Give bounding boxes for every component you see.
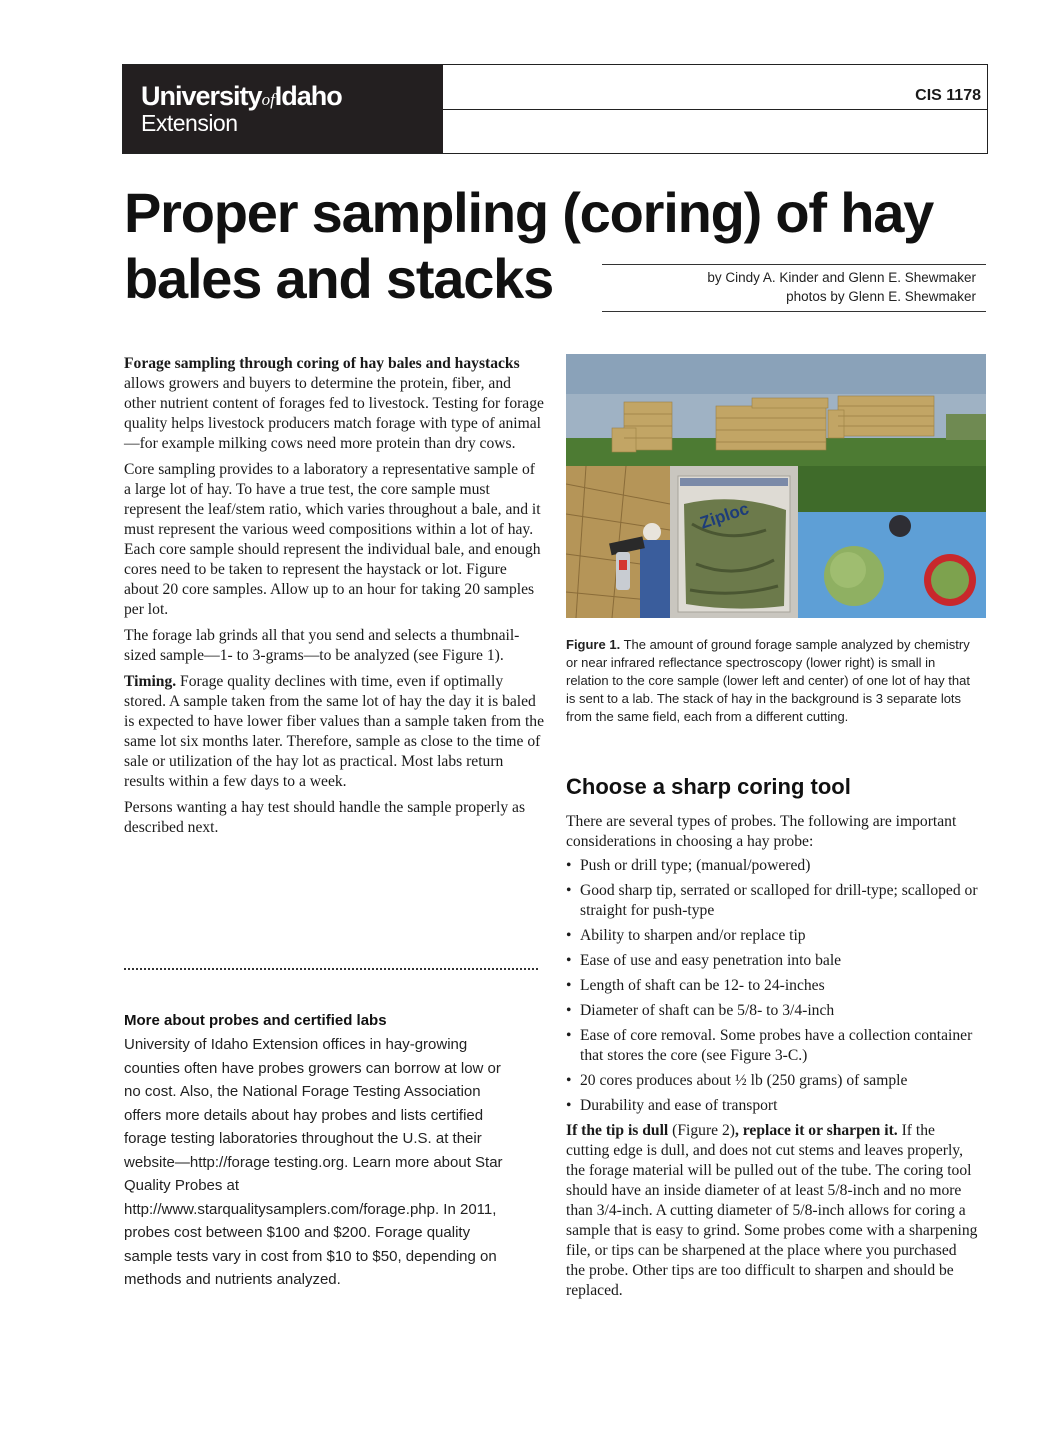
probe-intro: There are several types of probes. The following are important considerations in choosing a hay probe: (566, 813, 957, 850)
byline (602, 264, 986, 312)
photo-collage (566, 354, 986, 618)
list-item: • Push or drill type; (manual/powered) (566, 856, 978, 876)
list-item: • Length of shaft can be 12- to 24-inches (566, 976, 978, 996)
figure-1-caption: Figure 1. The amount of ground forage sample analyzed by chemistry or near infrared reflectance spectroscopy (lower right) is small in relation to the core sample (lower left and center) of one lot of hay that is sent to a lab. The stack of hay in the background is 3 separate lots from the same field, each from a different cutting. (566, 637, 970, 724)
coring-tool-heading: Choose a sharp coring tool (566, 774, 851, 799)
masthead (122, 64, 988, 154)
list-item: • Ease of core removal. Some probes have a collection container that stores the core (see Figure 3-C.) (566, 1026, 978, 1066)
lab-grind-paragraph: The forage lab grinds all that you send and selects a thumbnail-sized sample—1- to 3-grams—to be analyzed (see Figure 1). (124, 627, 520, 664)
list-item: • 20 cores produces about ½ lb (250 grams) of sample (566, 1071, 978, 1091)
page-title: Proper sampling (coring) of hay bales and stacks (124, 181, 934, 310)
dull-tip-paragraph: If the tip is dull (Figure 2), replace it or sharpen it. If the cutting edge is dull, and does not cut stems and leaves properly, the forage material will be pulled out of the tube. The coring tool should have an inside diameter of at least 5/8-inch and no more than 3/4-inch. A cutting diameter of 5/8-inch allows for coring a sample that is easy to grind. Some probes come with a sharpening file, or tips can be sharpened at the place where you purchased the probe. Other tips are too difficult to sharpen and should be replaced. (566, 1122, 978, 1299)
authors: by Cindy A. Kinder and Glenn E. Shewmaker (707, 270, 976, 285)
probe-considerations-list (566, 856, 978, 1116)
figure-1-photo (566, 354, 986, 618)
dotted-divider (124, 968, 538, 970)
list-item: • Ease of use and easy penetration into bale (566, 951, 978, 971)
logo-unit: Extension (141, 110, 238, 136)
photo-credit: photos by Glenn E. Shewmaker (786, 289, 976, 304)
list-item: • Ability to sharpen and/or replace tip (566, 926, 978, 946)
timing-paragraph: Timing. Forage quality declines with time, even if optimally stored. A sample taken from the same lot of hay the day it is baled is expected to have lower fiber values than a sample taken from the same lot six months later. Therefore, sample as close to the time of sale or utilization of the hay lot as practical. Most labs return results within a few days to a week. (124, 673, 545, 790)
handling-paragraph: Persons wanting a hay test should handle the sample properly as described next. (124, 799, 526, 836)
university-logo (123, 65, 443, 153)
list-item: • Diameter of shaft can be 5/8- to 3/4-inch (566, 1001, 978, 1021)
header-divider (443, 109, 987, 110)
probes-sidebar (124, 1012, 514, 1292)
core-sampling-paragraph: Core sampling provides to a laboratory a representative sample of a large lot of hay. To have a true test, the core sample must represent the leaf/stem ratio, which varies throughout a bale, and it must represent the various weed compositions within a lot of hay. Each core sample should represent the individual bale, and enough cores need to be taken to represent the haystack or lot. Figure about 20 core samples. Allow up to an hour for taking 20 samples per lot. (124, 461, 541, 618)
sidebar-heading: More about probes and certified labs (124, 1012, 387, 1029)
logo-wordmark: UniversityofIdaho (141, 81, 342, 111)
ground-sample-photo (798, 466, 986, 618)
coring-action-photo (566, 466, 670, 618)
core-sample-bag-photo (670, 466, 798, 618)
bag-brand-text: Ziploc (697, 498, 752, 533)
list-item: • Good sharp tip, serrated or scalloped for drill-type; scalloped or straight for push-type (566, 881, 978, 921)
sidebar-body: University of Idaho Extension offices in hay-growing counties often have probes growers can borrow at low or no cost. Also, the National Forage Testing Association offers more details about hay probes and lists certified forage testing laboratories throughout the U.S. at their website—http://forage testing.org. Learn more about Star Quality Probes at http://www.starqualitysamplers.com/forage.php. In 2011, probes cost between $100 and $200. Forage quality sample tests vary in cost from $10 to $50, depending on methods and nutrients analyzed. (124, 1036, 503, 1288)
right-column (566, 812, 978, 1305)
list-item: • Durability and ease of transport (566, 1096, 978, 1116)
intro-paragraph: Forage sampling through coring of hay bales and haystacks allows growers and buyers to determine the protein, fiber, and other nutrient content of forages fed to livestock. Testing for forage quality helps livestock producers match forage with type of animal—for example milking cows need more protein than dry cows. (124, 355, 544, 452)
left-column (124, 354, 544, 844)
document-code: CIS 1178 (915, 87, 981, 104)
